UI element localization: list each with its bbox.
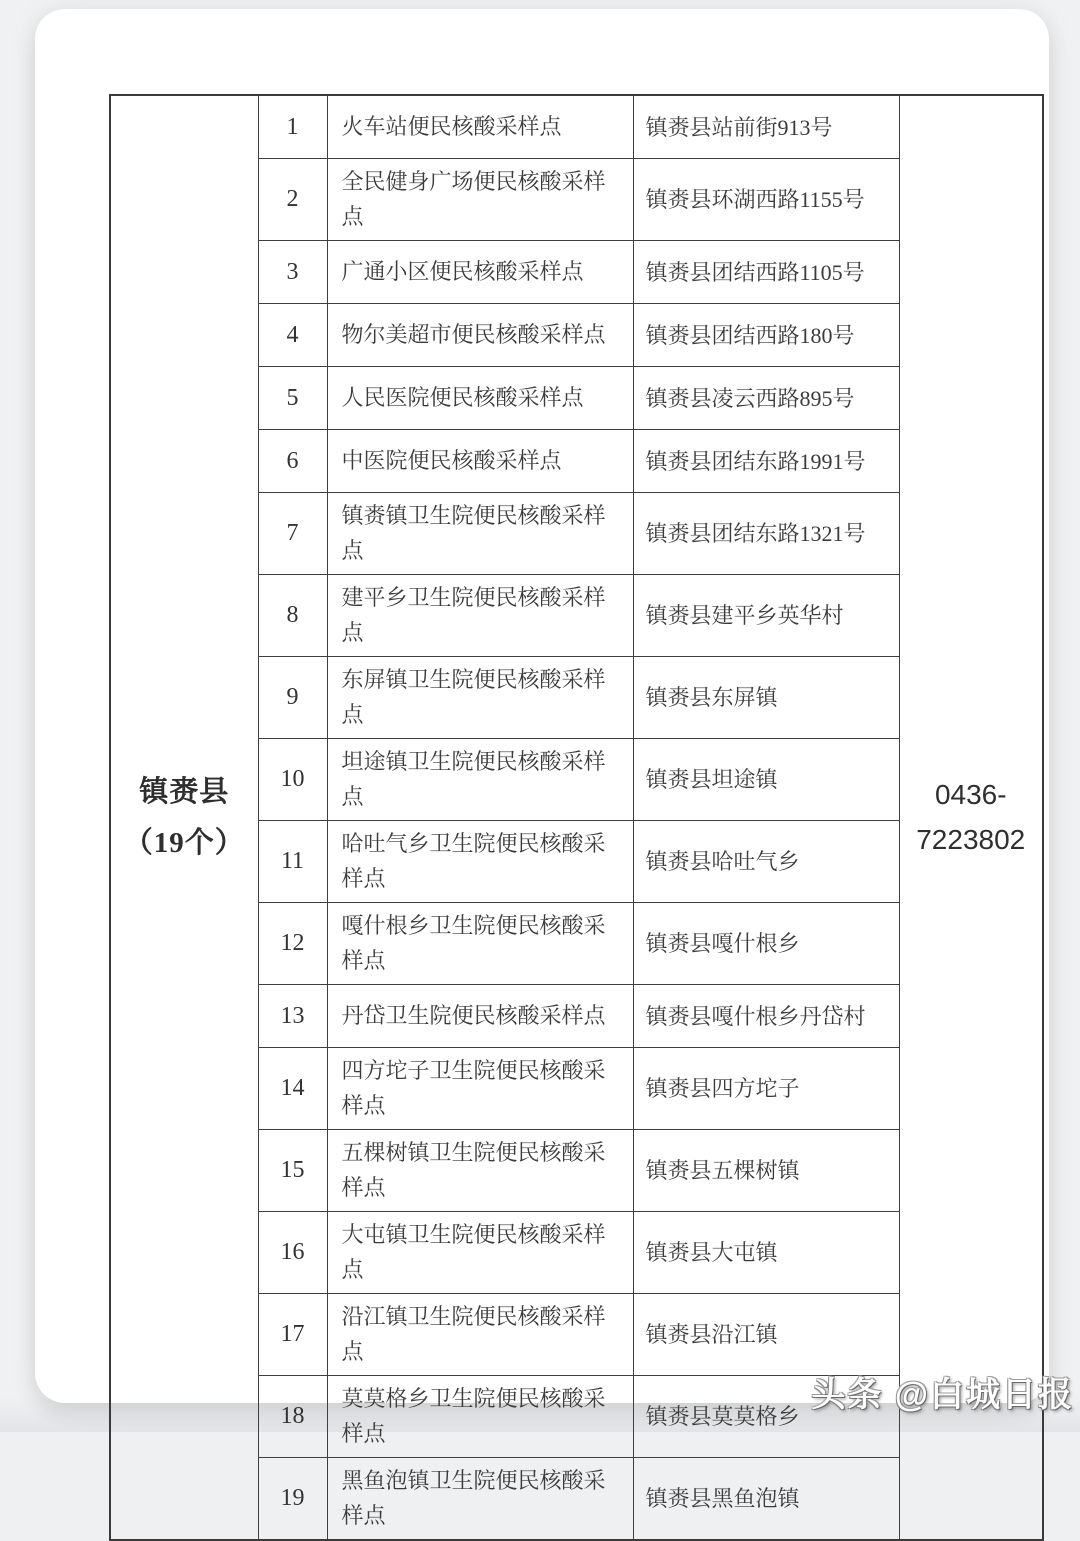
row-number-cell: 8 bbox=[258, 575, 327, 657]
address-cell: 镇赉县凌云西路895号 bbox=[633, 367, 899, 430]
row-number-cell: 17 bbox=[258, 1294, 327, 1376]
row-number-cell: 11 bbox=[258, 821, 327, 903]
site-name-cell: 哈吐气乡卫生院便民核酸采样点 bbox=[327, 821, 633, 903]
row-number-cell: 10 bbox=[258, 739, 327, 821]
county-count: （19个） bbox=[123, 826, 245, 859]
address-cell: 镇赉县建平乡英华村 bbox=[633, 575, 899, 657]
address-cell: 镇赉县五棵树镇 bbox=[633, 1130, 899, 1212]
county-cell bbox=[110, 95, 258, 1540]
site-name-cell: 五棵树镇卫生院便民核酸采样点 bbox=[327, 1130, 633, 1212]
row-number-cell: 2 bbox=[258, 159, 327, 241]
address-cell: 镇赉县嘎什根乡 bbox=[633, 903, 899, 985]
site-name-cell: 沿江镇卫生院便民核酸采样点 bbox=[327, 1294, 633, 1376]
table-row bbox=[110, 95, 1043, 159]
row-number-cell: 4 bbox=[258, 304, 327, 367]
site-name-cell: 丹岱卫生院便民核酸采样点 bbox=[327, 985, 633, 1048]
site-name-cell: 镇赉镇卫生院便民核酸采样点 bbox=[327, 493, 633, 575]
article-card bbox=[35, 9, 1049, 1528]
address-cell: 镇赉县莫莫格乡 bbox=[633, 1376, 899, 1458]
site-name-cell: 坦途镇卫生院便民核酸采样点 bbox=[327, 739, 633, 821]
site-name-cell: 全民健身广场便民核酸采样点 bbox=[327, 159, 633, 241]
site-name-cell: 四方坨子卫生院便民核酸采样点 bbox=[327, 1048, 633, 1130]
address-cell: 镇赉县坦途镇 bbox=[633, 739, 899, 821]
row-number-cell: 13 bbox=[258, 985, 327, 1048]
address-cell: 镇赉县沿江镇 bbox=[633, 1294, 899, 1376]
row-number-cell: 18 bbox=[258, 1376, 327, 1458]
table-body bbox=[110, 95, 1043, 1540]
phone-cell bbox=[899, 95, 1043, 1540]
address-cell: 镇赉县团结东路1991号 bbox=[633, 430, 899, 493]
address-cell: 镇赉县嘎什根乡丹岱村 bbox=[633, 985, 899, 1048]
address-cell: 镇赉县站前街913号 bbox=[633, 95, 899, 159]
county-name: 镇赉县 bbox=[139, 775, 230, 808]
sampling-points-table bbox=[109, 94, 1044, 1541]
site-name-cell: 嘎什根乡卫生院便民核酸采样点 bbox=[327, 903, 633, 985]
site-name-cell: 火车站便民核酸采样点 bbox=[327, 95, 633, 159]
phone-line-2: 7223802 bbox=[916, 823, 1026, 855]
site-name-cell: 莫莫格乡卫生院便民核酸采样点 bbox=[327, 1376, 633, 1458]
row-number-cell: 12 bbox=[258, 903, 327, 985]
site-name-cell: 建平乡卫生院便民核酸采样点 bbox=[327, 575, 633, 657]
row-number-cell: 16 bbox=[258, 1212, 327, 1294]
site-name-cell: 东屏镇卫生院便民核酸采样点 bbox=[327, 657, 633, 739]
address-cell: 镇赉县哈吐气乡 bbox=[633, 821, 899, 903]
site-name-cell: 人民医院便民核酸采样点 bbox=[327, 367, 633, 430]
row-number-cell: 6 bbox=[258, 430, 327, 493]
site-name-cell: 大屯镇卫生院便民核酸采样点 bbox=[327, 1212, 633, 1294]
site-name-cell: 物尔美超市便民核酸采样点 bbox=[327, 304, 633, 367]
site-name-cell: 中医院便民核酸采样点 bbox=[327, 430, 633, 493]
address-cell: 镇赉县团结东路1321号 bbox=[633, 493, 899, 575]
address-cell: 镇赉县东屏镇 bbox=[633, 657, 899, 739]
phone-line-1: 0436- bbox=[934, 778, 1007, 810]
address-cell: 镇赉县黑鱼泡镇 bbox=[633, 1458, 899, 1541]
row-number-cell: 5 bbox=[258, 367, 327, 430]
row-number-cell: 3 bbox=[258, 241, 327, 304]
address-cell: 镇赉县团结西路180号 bbox=[633, 304, 899, 367]
row-number-cell: 14 bbox=[258, 1048, 327, 1130]
watermark-credit: 头条 @白城日报 bbox=[811, 1376, 1074, 1414]
address-cell: 镇赉县大屯镇 bbox=[633, 1212, 899, 1294]
row-number-cell: 15 bbox=[258, 1130, 327, 1212]
address-cell: 镇赉县环湖西路1155号 bbox=[633, 159, 899, 241]
row-number-cell: 1 bbox=[258, 95, 327, 159]
address-cell: 镇赉县四方坨子 bbox=[633, 1048, 899, 1130]
site-name-cell: 广通小区便民核酸采样点 bbox=[327, 241, 633, 304]
site-name-cell: 黑鱼泡镇卫生院便民核酸采样点 bbox=[327, 1458, 633, 1541]
row-number-cell: 7 bbox=[258, 493, 327, 575]
address-cell: 镇赉县团结西路1105号 bbox=[633, 241, 899, 304]
row-number-cell: 19 bbox=[258, 1458, 327, 1541]
row-number-cell: 9 bbox=[258, 657, 327, 739]
